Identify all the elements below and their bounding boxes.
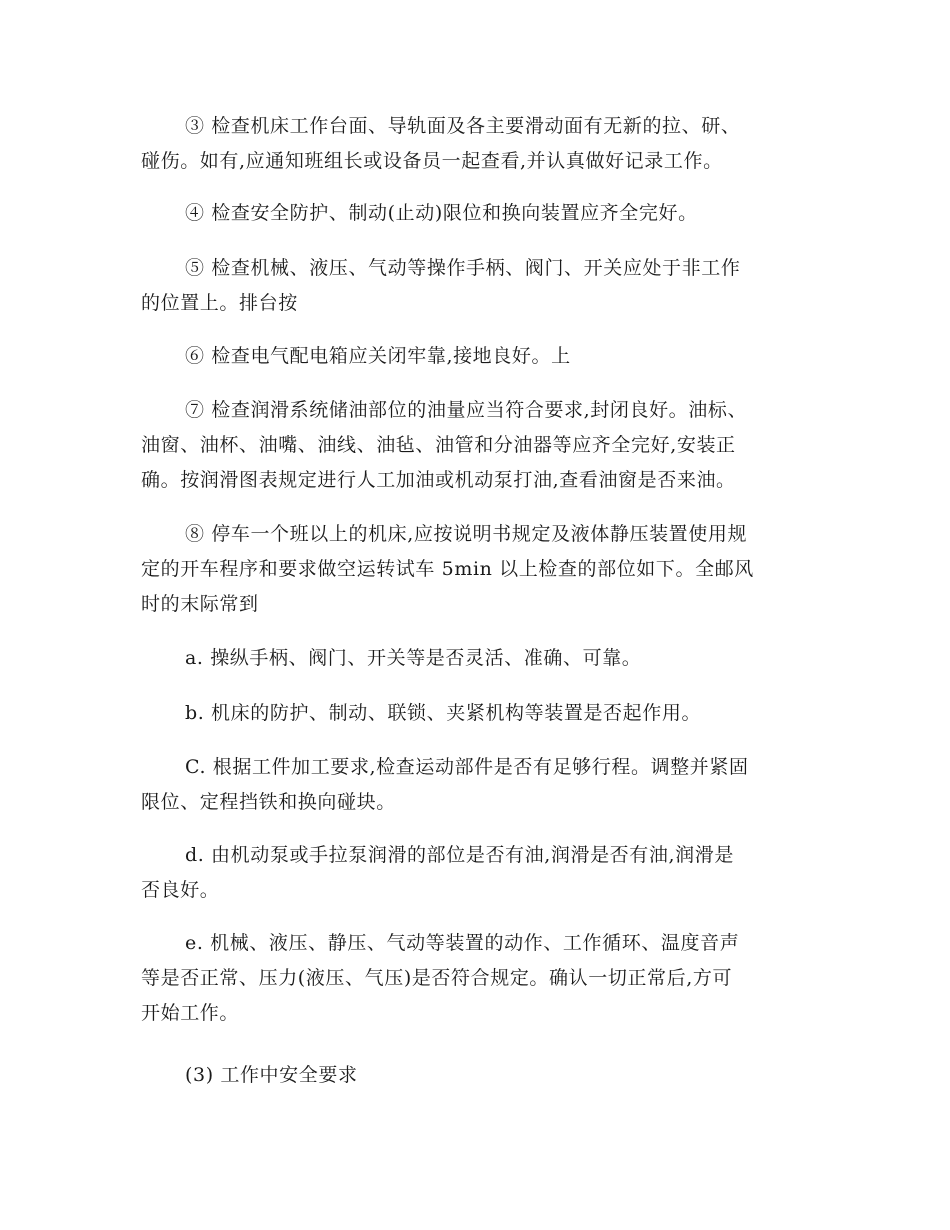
paragraph-item-4 xyxy=(141,196,813,231)
paragraph-line: 等是否正常、压力(液压、气压)是否符合规定。确认一切正常后,方可 xyxy=(141,967,733,989)
paragraph-item-d xyxy=(141,838,813,908)
paragraph-line: 确。按润滑图表规定进行人工加油或机动泵打油,查看油窗是否来油。 xyxy=(141,469,736,491)
section-heading-text: (3) 工作中安全要求 xyxy=(185,1064,358,1086)
paragraph-item-6 xyxy=(141,339,813,374)
section-heading xyxy=(141,1058,813,1093)
paragraph-line: a. 操纵手柄、阀门、开关等是否灵活、准确、可靠。 xyxy=(185,647,642,669)
paragraph-line: ⑤ 检查机械、液压、气动等操作手柄、阀门、开关应处于非工作 xyxy=(185,257,741,279)
paragraph-item-5 xyxy=(141,251,813,321)
paragraph-line: 定的开车程序和要求做空运转试车 5min 以上检查的部位如下。全邮风 xyxy=(141,558,754,580)
paragraph-line: 开始工作。 xyxy=(141,1002,240,1024)
paragraph-line: 碰伤。如有,应通知班组长或设备员一起查看,并认真做好记录工作。 xyxy=(141,150,723,172)
paragraph-line: 否良好。 xyxy=(141,879,220,901)
paragraph-line: ⑧ 停车一个班以上的机床,应按说明书规定及液体静压装置使用规 xyxy=(185,523,748,545)
paragraph-line: 限位、定程挡铁和换向碰块。 xyxy=(141,791,396,813)
paragraph-line: e. 机械、液压、静压、气动等装置的动作、工作循环、温度音声 xyxy=(185,932,740,954)
paragraph-item-c xyxy=(141,750,813,820)
paragraph-item-3 xyxy=(141,109,813,179)
paragraph-item-7 xyxy=(141,393,813,498)
paragraph-line: ⑦ 检查润滑系统储油部位的油量应当符合要求,封闭良好。油标、 xyxy=(185,399,748,421)
paragraph-item-8 xyxy=(141,517,813,622)
paragraph-line: ④ 检查安全防护、制动(止动)限位和换向装置应齐全完好。 xyxy=(185,202,698,224)
paragraph-line: ⑥ 检查电气配电箱应关闭牢靠,接地良好。上 xyxy=(185,345,571,367)
paragraph-item-e xyxy=(141,926,813,1031)
paragraph-line: b. 机床的防护、制动、联锁、夹紧机构等装置是否起作用。 xyxy=(185,702,702,724)
paragraph-line: 油窗、油杯、油嘴、油线、油毡、油管和分油器等应齐全完好,安装正 xyxy=(141,434,736,456)
paragraph-item-a xyxy=(141,641,813,676)
paragraph-line: d. 由机动泵或手拉泵润滑的部位是否有油,润滑是否有油,润滑是 xyxy=(185,844,734,866)
paragraph-line: ③ 检查机床工作台面、导轨面及各主要滑动面有无新的拉、研、 xyxy=(185,115,741,137)
paragraph-line: C. 根据工件加工要求,检查运动部件是否有足够行程。调整并紧固 xyxy=(185,756,749,778)
paragraph-line: 的位置上。排台按 xyxy=(141,292,298,314)
paragraph-item-b xyxy=(141,696,813,731)
paragraph-line: 时的末际常到 xyxy=(141,593,259,615)
